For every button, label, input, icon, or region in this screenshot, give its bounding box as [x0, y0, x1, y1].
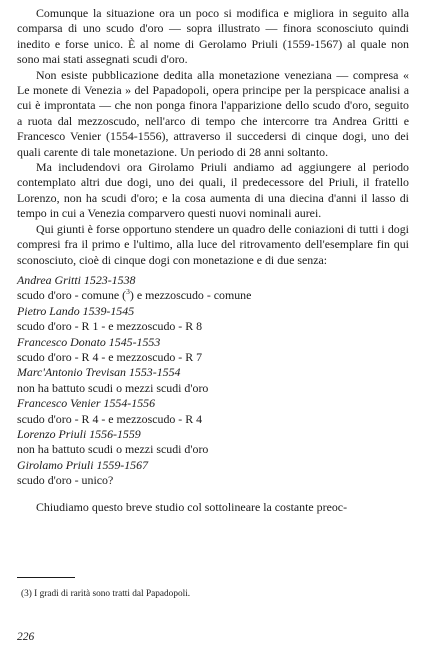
footnote-divider: [17, 577, 75, 578]
footnote: (3) I gradi di rarità sono tratti dal Papadopoli.: [21, 589, 191, 599]
doge-name: Francesco Donato 1545-1553: [17, 334, 161, 349]
doge-name: Marc'Antonio Trevisan 1553-1554: [17, 365, 181, 380]
paragraph-3: Ma includendovi ora Girolamo Priuli andiamo ad aggiungere al periodo contemplato altri due dogi, uno dei quali, il predecessore del Priuli, il fratello Lorenzo, non ha scudi d'oro; e la cosa aumenta di una diecina d'anni il lasso di tempo in cui a Venezia comparvero questi nuovi nominali aurei.: [17, 160, 409, 221]
coinage-text: ) e mezzoscudo - comune: [129, 288, 252, 303]
doge-coinage: scudo d'oro - R 4 - e mezzoscudo - R 4: [17, 411, 203, 426]
doge-name: Andrea Gritti 1523-1538: [17, 272, 136, 287]
doge-coinage: non ha battuto scudi o mezzi scudi d'oro: [17, 380, 209, 395]
doge-coinage: scudo d'oro - unico?: [17, 473, 114, 488]
closing-paragraph: Chiudiamo questo breve studio col sottolineare la costante preoc-: [36, 499, 348, 514]
paragraph-4: Qui giunti è forse opportuno stendere un quadro delle coniazioni di tutti i dogi compresi fra il primo e l'ultimo, alla luce del ritrovamento dell'esemplare fin qui sconosciuto, cioè di cinque dogi con monetazione e di due senza:: [17, 221, 409, 267]
doge-coinage: [17, 288, 409, 303]
paragraph-1: Comunque la situazione ora un poco si modifica e migliora in seguito alla comparsa di uno scudo d'oro — sopra illustrato — finora sconosciuto quindi inedito e forse unico. È al nome di Gerolamo Priuli (1559-1567) al quale non sono mai stati assegnati scudi d'oro.: [17, 6, 409, 67]
paragraph-2: Non esiste pubblicazione dedita alla monetazione veneziana — compresa « Le monete di Venezia » del Papadopoli, opera principe per la perspicace analisi a cui è improntata — che non ponga finora l'apparizione dello scudo d'oro, seguito a ruota dal mezzoscudo, nell'arco di tempo che intercorre tra Andrea Gritti e Francesco Venier (1554-1556), attraverso il succedersi di cinque dogi, uno dei quali carente di tale monetazione. Un periodo di 28 anni soltanto.: [17, 67, 409, 159]
doge-coinage-list: [17, 273, 409, 489]
doge-name: Lorenzo Priuli 1556-1559: [17, 426, 141, 441]
doge-coinage: scudo d'oro - R 4 - e mezzoscudo - R 7: [17, 349, 203, 364]
doge-name: Pietro Lando 1539-1545: [17, 303, 135, 318]
doge-name: Girolamo Priuli 1559-1567: [17, 457, 149, 472]
doge-name: Francesco Venier 1554-1556: [17, 396, 156, 411]
coinage-text: scudo d'oro - comune (: [17, 288, 127, 303]
doge-coinage: scudo d'oro - R 1 - e mezzoscudo - R 8: [17, 319, 203, 334]
footnote-ref: 3: [126, 287, 130, 297]
body-text: [17, 6, 409, 515]
doge-coinage: non ha battuto scudi o mezzi scudi d'oro: [17, 442, 209, 457]
page-number: 226: [17, 631, 35, 643]
